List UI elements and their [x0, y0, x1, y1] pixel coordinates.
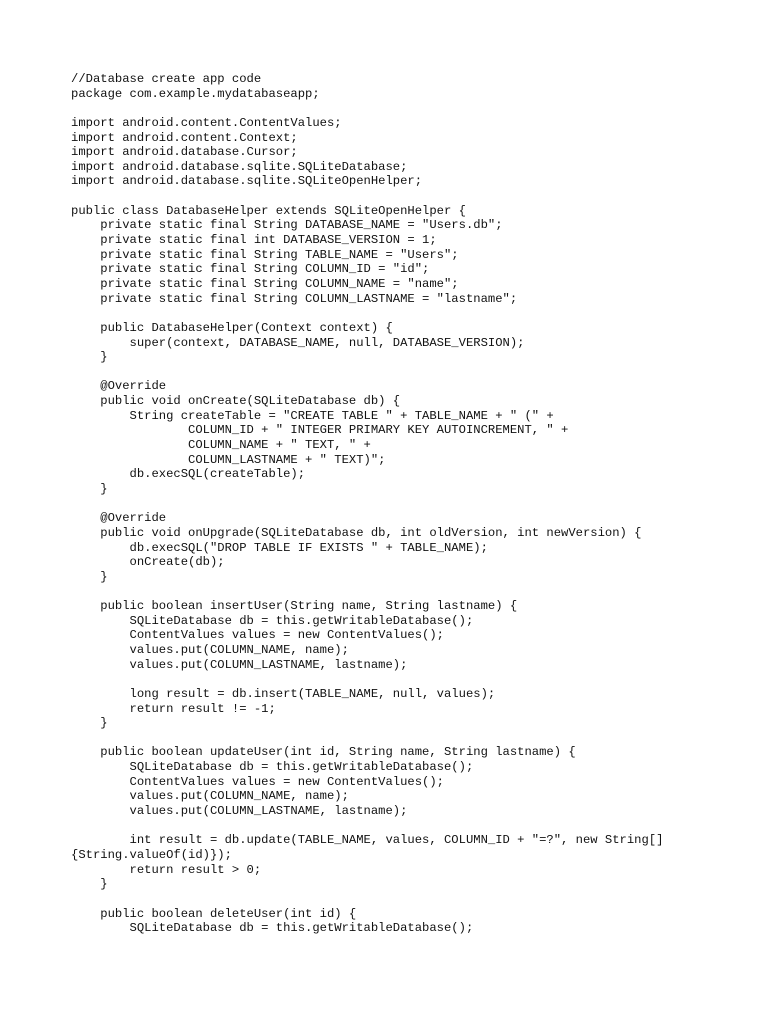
code-line: private static final String TABLE_NAME = "Users";: [71, 247, 459, 262]
code-line: values.put(COLUMN_NAME, name);: [71, 642, 349, 657]
code-line: }: [71, 481, 108, 496]
code-line: [71, 306, 751, 321]
code-line: return result != -1;: [71, 701, 276, 716]
code-line: public boolean insertUser(String name, String lastname) {: [71, 599, 518, 614]
code-line: SQLiteDatabase db = this.getWritableDatabase();: [71, 760, 474, 775]
code-line: [71, 101, 751, 116]
code-line: import android.database.Cursor;: [71, 145, 298, 160]
code-line: public boolean updateUser(int id, String name, String lastname) {: [71, 745, 576, 760]
code-line: values.put(COLUMN_NAME, name);: [71, 789, 349, 804]
code-line: public class DatabaseHelper extends SQLiteOpenHelper {: [71, 203, 466, 218]
code-line: }: [71, 569, 108, 584]
code-line: COLUMN_ID + " INTEGER PRIMARY KEY AUTOINCREMENT, " +: [71, 423, 569, 438]
code-line: private static final String COLUMN_NAME = "name";: [71, 276, 459, 291]
code-line: db.execSQL(createTable);: [71, 467, 306, 482]
code-line: }: [71, 716, 108, 731]
code-line: COLUMN_NAME + " TEXT, " +: [71, 438, 371, 453]
code-line: [71, 584, 751, 599]
code-line: private static final int DATABASE_VERSION = 1;: [71, 233, 437, 248]
code-line: [71, 819, 751, 834]
code-line: {String.valueOf(id)});: [71, 847, 232, 862]
code-line: [71, 497, 751, 512]
code-line: [71, 189, 751, 204]
code-line: String createTable = "CREATE TABLE " + TABLE_NAME + " (" +: [71, 408, 554, 423]
code-line: db.execSQL("DROP TABLE IF EXISTS " + TABLE_NAME);: [71, 540, 488, 555]
code-line: private static final String COLUMN_ID = "id";: [71, 262, 430, 277]
code-line: public void onUpgrade(SQLiteDatabase db, int oldVersion, int newVersion) {: [71, 525, 642, 540]
code-line: [71, 731, 751, 746]
code-line: ContentValues values = new ContentValues();: [71, 774, 444, 789]
code-line: return result > 0;: [71, 862, 262, 877]
code-line: ContentValues values = new ContentValues();: [71, 628, 444, 643]
code-line: onCreate(db);: [71, 555, 225, 570]
code-listing: [71, 72, 751, 936]
code-line: //Database create app code: [71, 72, 262, 86]
code-line: long result = db.insert(TABLE_NAME, null, values);: [71, 686, 496, 701]
code-line: }: [71, 877, 108, 892]
code-line: [71, 365, 751, 380]
code-line: [71, 892, 751, 907]
code-line: public void onCreate(SQLiteDatabase db) {: [71, 394, 401, 409]
code-line: import android.database.sqlite.SQLiteDatabase;: [71, 159, 408, 174]
code-line: COLUMN_LASTNAME + " TEXT)";: [71, 452, 386, 467]
code-line: super(context, DATABASE_NAME, null, DATABASE_VERSION);: [71, 335, 525, 350]
code-line: public DatabaseHelper(Context context) {: [71, 320, 393, 335]
code-line: [71, 672, 751, 687]
code-line: values.put(COLUMN_LASTNAME, lastname);: [71, 804, 408, 819]
code-line: public boolean deleteUser(int id) {: [71, 906, 357, 921]
code-line: int result = db.update(TABLE_NAME, values, COLUMN_ID + "=?", new String[]: [71, 833, 664, 848]
code-line: }: [71, 350, 108, 365]
code-line: values.put(COLUMN_LASTNAME, lastname);: [71, 657, 408, 672]
code-line: SQLiteDatabase db = this.getWritableDatabase();: [71, 921, 474, 936]
code-line: @Override: [71, 511, 167, 526]
code-line: import android.content.Context;: [71, 130, 298, 145]
code-line: SQLiteDatabase db = this.getWritableDatabase();: [71, 613, 474, 628]
code-line: package com.example.mydatabaseapp;: [71, 86, 320, 101]
code-line: private static final String COLUMN_LASTNAME = "lastname";: [71, 291, 518, 306]
code-line: import android.database.sqlite.SQLiteOpenHelper;: [71, 174, 423, 189]
code-line: private static final String DATABASE_NAME = "Users.db";: [71, 218, 503, 233]
code-line: import android.content.ContentValues;: [71, 115, 342, 130]
code-line: @Override: [71, 379, 167, 394]
